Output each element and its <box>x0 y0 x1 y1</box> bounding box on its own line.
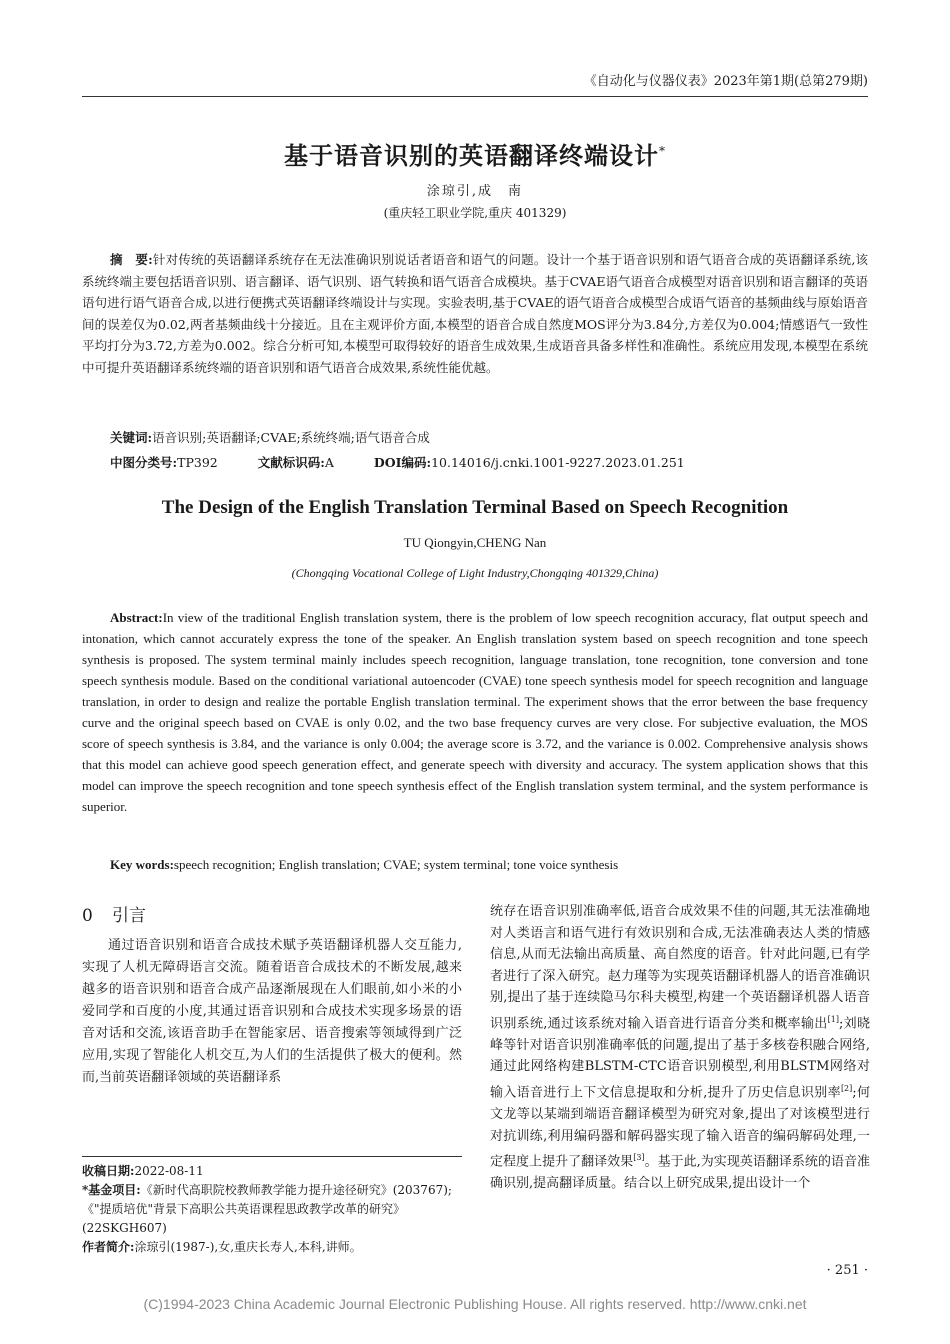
fund-info <box>82 1181 462 1238</box>
right-column <box>490 901 870 1195</box>
citation-ref-1[interactable]: [1] <box>827 1014 839 1024</box>
intro-paragraph-left: 通过语音识别和语音合成技术赋予英语翻译机器人交互能力,实现了人机无障碍语言交流。随着语音合成技术的不断发展,越来越多的语音识别和语音合成产品逐渐展现在人们眼前,如小米的小爱同学和百度的小度,其通过语音识别和合成技术实现多场景的语音对话和交流,该语音助手在智能家居、语音搜索等领域得到广泛应用,实现了智能化人机交互,为人们的生活提供了极大的便利。然而,当前英语翻译领域的英语翻译系 <box>82 938 462 1085</box>
section-title: 引言 <box>112 906 146 926</box>
title-footnote-mark: * <box>659 144 666 158</box>
abstract-en <box>82 607 868 817</box>
section-heading <box>82 901 462 925</box>
section-number: 0 <box>82 906 93 926</box>
intro-right-part2: ;刘晓峰等针对语音识别准确率低的问题,提出了基于多核卷积融合网络,通过此网络构建BLSTM-CTC语音识别模型,利用BLSTM网络对输入语音进行上下文信息提取和分析,提升了历史信息识别率 <box>490 1016 870 1101</box>
clc-value: TP392 <box>177 455 218 470</box>
intro-right-part3: ;何文龙等以某端到端语音翻译模型为研究对象,提出了对该模型进行对抗训练,利用编码器和解码器实现了输入语音的编码解码处理,一定程度上提升了翻译效果 <box>490 1085 870 1170</box>
affiliation-cn: (重庆轻工职业学院,重庆 401329) <box>383 206 567 220</box>
fund-value: 《新时代高职院校教师教学能力提升途径研究》(203767);《"提质培优"背景下高职公共英语课程思政教学改革的研究》(22SKGH607) <box>82 1183 452 1235</box>
footnotes <box>82 1162 462 1257</box>
left-column <box>82 901 462 1089</box>
paper-title-en: The Design of the English Translation Terminal Based on Speech Recognition <box>161 497 789 518</box>
author-bio <box>82 1238 462 1257</box>
abstract-cn-text: 针对传统的英语翻译系统存在无法准确识别说话者语音和语气的问题。设计一个基于语音识别和语气语音合成的英语翻译系统,该系统终端主要包括语音识别、语言翻译、语气识别、语气转换和语气语音合成模块。基于CVAE语气语音合成模型对语音识别和语言翻译的英语语句进行语气语音合成,以进行便携式英语翻译终端设计与实现。实验表明,基于CVAE的语气语音合成模型合成语气语音的基频曲线与原始语音间的误差仅为0.02,两者基频曲线十分接近。且在主观评价方面,本模型的语音合成自然度MOS评分为3.84分,方差仅为0.004;情感语气一致性平均打分为3.72,方差为0.002。综合分析可知,本模型可取得较好的语音生成效果,生成语音具备多样性和准确性。系统应用发现,本模型在系统中可提升英语翻译系统终端的语音识别和语气语音合成效果,系统性能优越。 <box>82 252 868 375</box>
intro-paragraph-right <box>490 901 870 1195</box>
doc-code-value: A <box>324 455 334 470</box>
received-date <box>82 1162 462 1181</box>
title-cn-text: 基于语音识别的英语翻译终端设计 <box>284 141 659 170</box>
page-number: · 251 · <box>826 1263 868 1278</box>
journal-header: 《自动化与仪器仪表》2023年第1期(总第279期) <box>583 74 868 89</box>
footnote-divider <box>82 1156 462 1157</box>
authors-en: TU Qiongyin,CHENG Nan <box>403 535 547 550</box>
keywords-en-text: speech recognition; English translation; CVAE; system terminal; tone voice synthesis <box>173 857 619 872</box>
keywords-cn <box>110 428 868 446</box>
keywords-en <box>110 857 868 873</box>
doc-code-label: 文献标识码: <box>257 455 325 470</box>
keywords-cn-label: 关键词: <box>110 430 153 445</box>
paper-title-cn <box>0 136 950 171</box>
classification-line <box>110 453 868 471</box>
abstract-cn-label: 摘 要: <box>110 252 153 267</box>
citation-ref-2[interactable]: [2] <box>840 1084 853 1094</box>
header-divider <box>82 96 868 97</box>
abstract-cn <box>82 249 868 378</box>
doi-label: DOI编码: <box>373 455 432 470</box>
intro-right-part1: 统存在语音识别准确率低,语音合成效果不佳的问题,其无法准确地对人类语言和语气进行有效识别和合成,无法准确表达人类的情感信息,从而无法输出高质量、高自然度的语音。针对此问题,已有学者进行了深入研究。赵力瑾等为实现英语翻译机器人的语音准确识别,提出了基于连续隐马尔科夫模型,构建一个英语翻译机器人语音识别系统,通过该系统对输入语音进行语音分类和概率输出 <box>490 904 870 1032</box>
received-label: 收稿日期: <box>82 1164 135 1178</box>
author-bio-value: 涂琼引(1987-),女,重庆长寿人,本科,讲师。 <box>134 1240 362 1254</box>
doi-value: 10.14016/j.cnki.1001-9227.2023.01.251 <box>431 455 685 470</box>
author-bio-label: 作者简介: <box>82 1240 135 1254</box>
keywords-cn-text: 语音识别;英语翻译;CVAE;系统终端;语气语音合成 <box>152 430 430 445</box>
copyright-watermark: (C)1994-2023 China Academic Journal Electronic Publishing House. All rights reserved. http://www.cnki.net <box>143 1296 807 1312</box>
citation-ref-3[interactable]: [3] <box>633 1153 645 1163</box>
intro-right-part4: 。基于此,为实现英语翻译系统的语音准确识别,提高翻译质量。结合以上研究成果,提出设计一个 <box>490 1154 870 1192</box>
keywords-en-label: Key words: <box>110 857 174 872</box>
affiliation-en: (Chongqing Vocational College of Light Industry,Chongqing 401329,China) <box>291 566 659 580</box>
abstract-en-text: In view of the traditional English translation system, there is the problem of low speech recognition accuracy, flat output speech and intonation, which cannot accurately express the tone of the speaker. An English translation system based on speech recognition and tone speech synthesis is proposed. The system terminal mainly includes speech recognition, language translation, tone recognition, tone conversion and tone speech synthesis module. Based on the conditional variational autoencoder (CVAE) tone speech synthesis model for speech recognition and language translation, in order to design and realize the portable English translation terminal. The experiment shows that the error between the base frequency curve and the original speech based on CVAE is only 0.02, and the two base frequency curves are very close. For subjective evaluation, the MOS score of speech synthesis is 3.84, and the variance is only 0.004; the average score is 3.72, and the variance is 0.002. Comprehensive analysis shows that this model can achieve good speech generation effect, and generate speech with diversity and accuracy. The system application shows that this model can improve the speech recognition and tone speech synthesis effect of the English translation system terminal, and the system performance is superior. <box>82 610 868 814</box>
fund-label: *基金项目: <box>82 1183 141 1197</box>
authors-cn: 涂琼引,成 南 <box>426 184 524 199</box>
clc-label: 中图分类号: <box>110 455 178 470</box>
abstract-en-label: Abstract: <box>110 610 163 625</box>
received-value: 2022-08-11 <box>134 1164 204 1178</box>
